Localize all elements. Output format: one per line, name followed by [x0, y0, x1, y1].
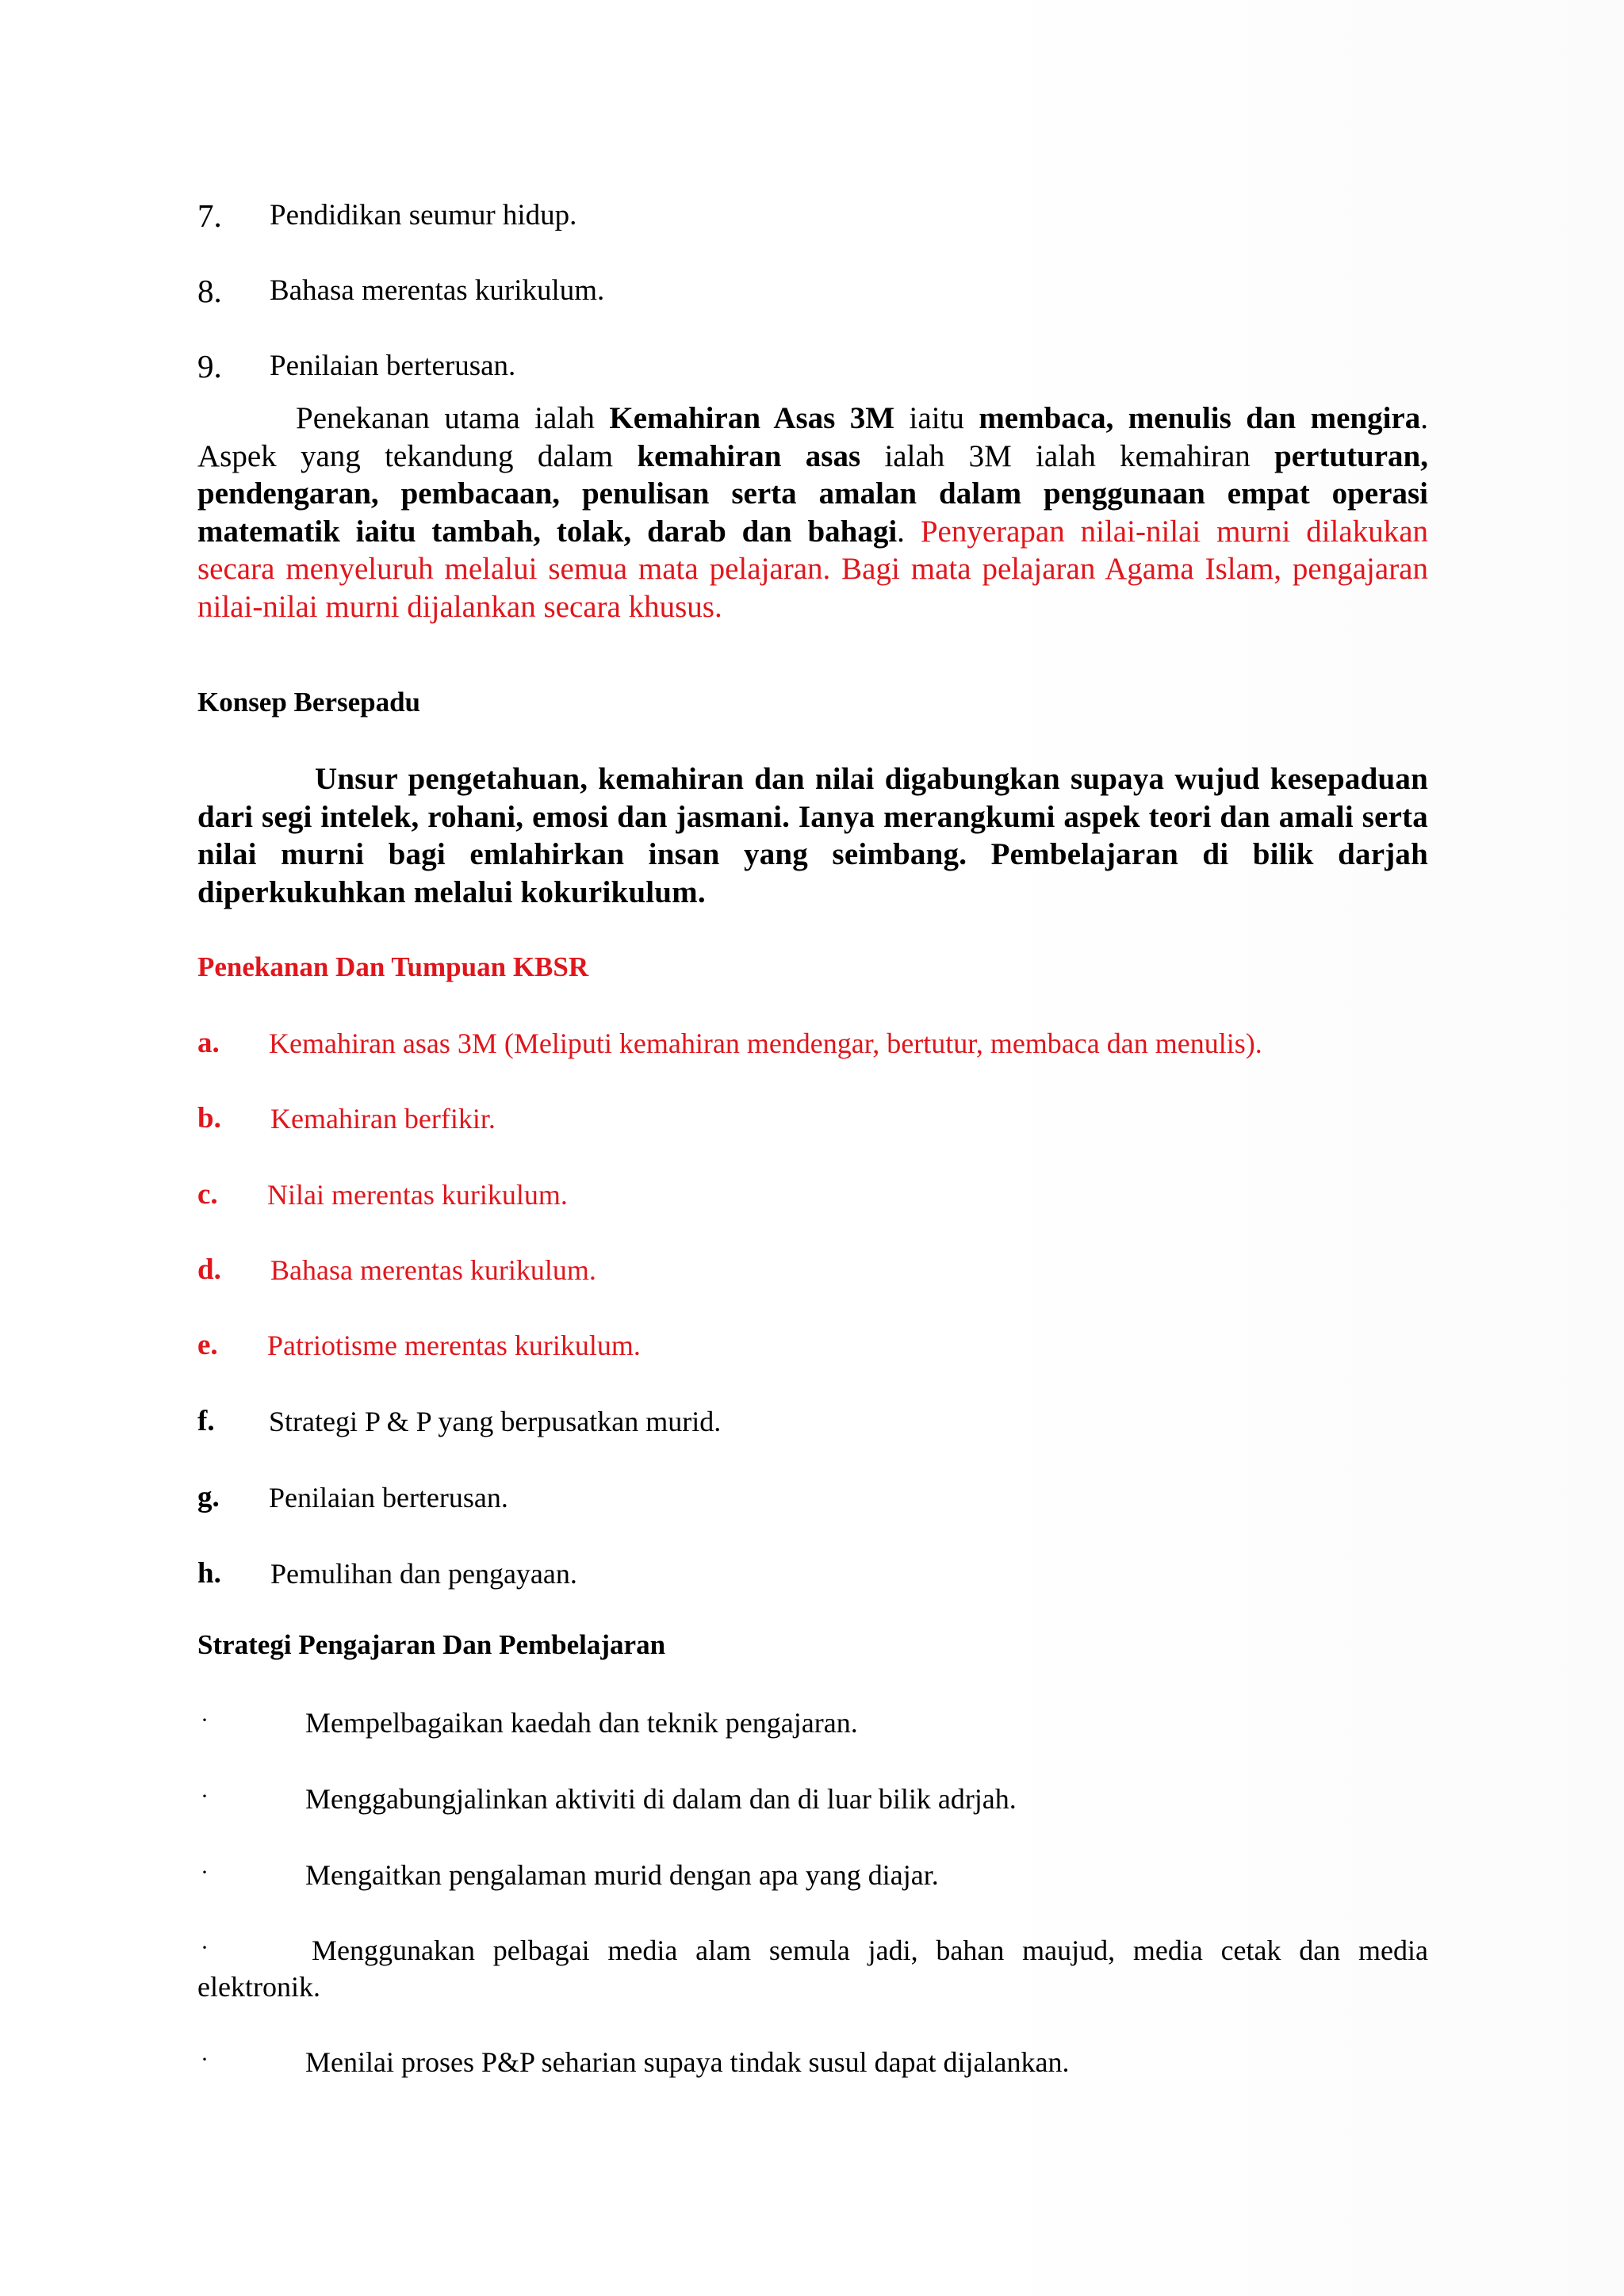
text-run: . Aspek yang tekandung dalam	[197, 401, 1428, 473]
list-letter: h.	[197, 1557, 221, 1590]
bullet-icon: ·	[201, 1783, 209, 1809]
bullet-icon: ·	[201, 2046, 209, 2072]
text-run: Penekanan utama ialah	[296, 401, 610, 435]
text-run: ialah 3M ialah kemahiran	[860, 438, 1275, 473]
bullet-text: Mengaitkan pengalaman murid dengan apa yang diajar.	[305, 1859, 939, 1891]
list-letter: g.	[197, 1481, 220, 1513]
bullet-icon: ·	[201, 1859, 209, 1885]
list-letter: c.	[197, 1178, 218, 1211]
bold-run: membaca, menulis dan mengira	[979, 401, 1421, 435]
red-text-run: Penyerapan nilai-nilai murni dilakukan secara menyeluruh melalui semua mata pelajaran. Bagi mata pelajaran Agama Islam, pengajaran nilai-nilai murni dijalankan secara khusus.	[197, 514, 1429, 624]
list-letter: f.	[197, 1405, 215, 1437]
bullet-text: Mempelbagaikan kaedah dan teknik pengajaran.	[305, 1707, 858, 1739]
list-text: Penilaian berterusan.	[270, 350, 516, 382]
bullet-text: Menilai proses P&P seharian supaya tindak susul dapat dijalankan.	[305, 2046, 1070, 2078]
text-run: iaitu	[894, 401, 979, 435]
bold-run: kemahiran asas	[637, 438, 861, 473]
list-text: Pendidikan seumur hidup.	[270, 199, 577, 232]
list-text: Bahasa merentas kurikulum.	[270, 274, 605, 307]
list-number: 8.	[197, 273, 222, 309]
text-run: .	[897, 514, 921, 549]
bullet-item	[197, 1932, 1428, 2005]
list-text: Penilaian berterusan.	[269, 1482, 508, 1513]
list-text: Patriotisme merentas kurikulum.	[267, 1330, 641, 1361]
section-heading-penekanan: Penekanan Dan Tumpuan KBSR	[197, 951, 589, 982]
bullet-text: Menggunakan pelbagai media alam semula jadi, bahan maujud, media cetak dan media elektronik.	[197, 1934, 1428, 2003]
konsep-paragraph: Unsur pengetahuan, kemahiran dan nilai digabungkan supaya wujud kesepaduan dari segi intelek, rohani, emosi dan jasmani. Ianya merangkumi aspek teori dan amali serta nilai murni bagi emlahirkan insan yang seimbang. Pembelajaran di bilik darjah diperkukuhkan melalui kokurikulum.	[197, 762, 1428, 909]
list-text: Kemahiran asas 3M (Meliputi kemahiran mendengar, bertutur, membaca dan menulis).	[269, 1027, 1262, 1059]
list-number: 9.	[197, 348, 222, 385]
list-number: 7.	[197, 197, 222, 234]
list-text: Nilai merentas kurikulum.	[267, 1179, 568, 1211]
bold-run: Kemahiran Asas 3M	[609, 401, 895, 435]
list-text: Strategi P & P yang berpusatkan murid.	[269, 1406, 722, 1437]
list-text: Bahasa merentas kurikulum.	[270, 1254, 596, 1286]
bullet-icon: ·	[201, 1934, 209, 1961]
bullet-icon: ·	[201, 1707, 209, 1733]
bullet-text: Menggabungjalinkan aktiviti di dalam dan di luar bilik adrjah.	[305, 1783, 1017, 1815]
list-letter: d.	[197, 1253, 221, 1286]
list-letter: e.	[197, 1329, 218, 1361]
list-letter: b.	[197, 1102, 221, 1135]
section-heading-strategi: Strategi Pengajaran Dan Pembelajaran	[197, 1629, 666, 1660]
intro-paragraph	[197, 400, 1428, 626]
list-text: Kemahiran berfikir.	[270, 1103, 496, 1135]
list-letter: a.	[197, 1027, 220, 1059]
list-text: Pemulihan dan pengayaan.	[270, 1558, 577, 1590]
section-heading-konsep: Konsep Bersepadu	[197, 687, 421, 718]
bold-run: pertuturan, pendengaran, pembacaan, penulisan serta amalan dalam penggunaan empat operasi matematik iaitu tambah, tolak, darab dan bahagi	[197, 438, 1428, 549]
